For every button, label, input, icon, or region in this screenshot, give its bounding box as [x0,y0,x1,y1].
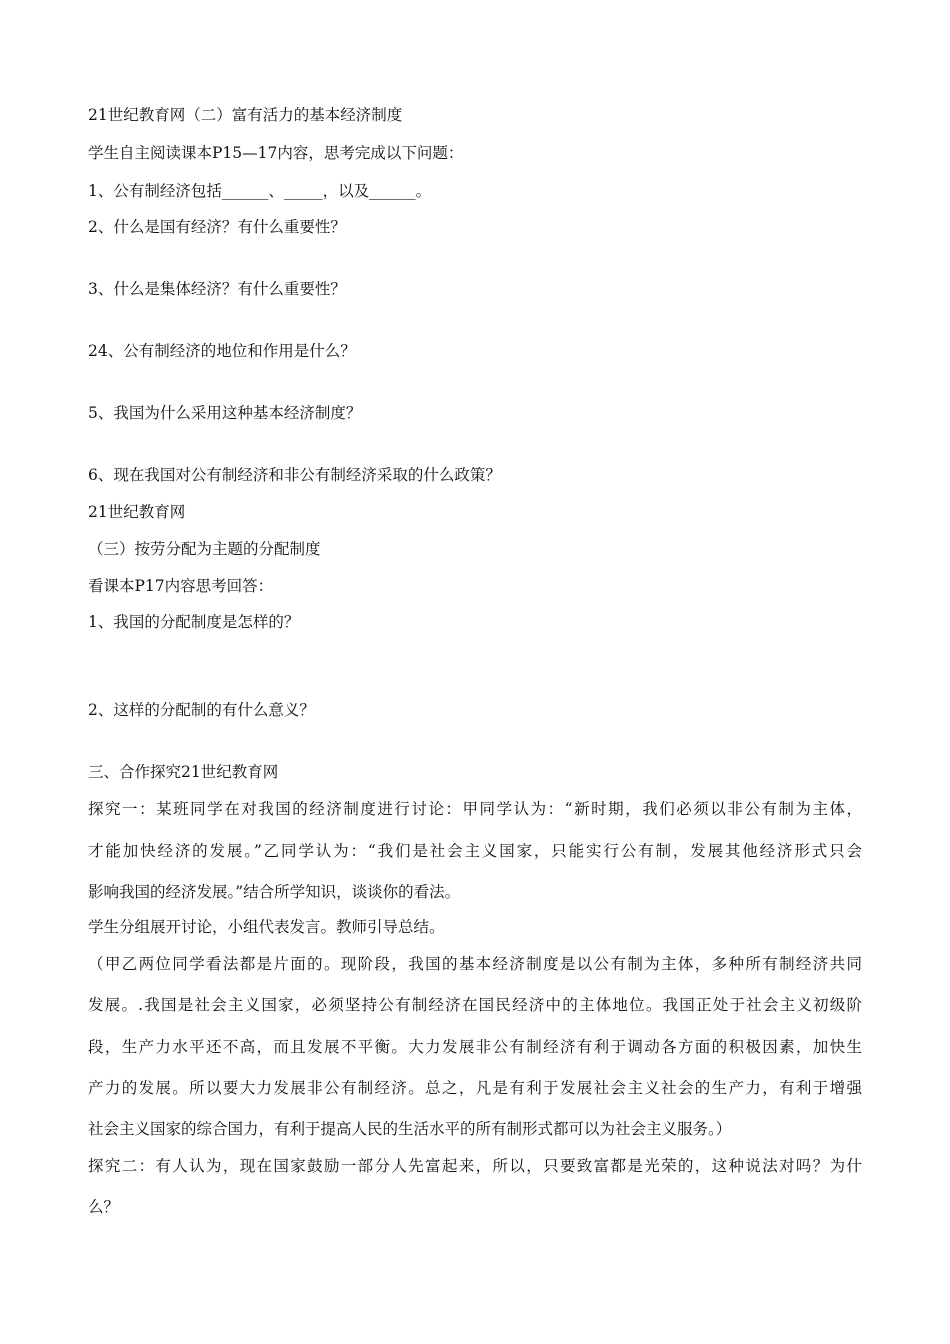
answer-line-4: 产力的发展。所以要大力发展非公有制经济。总之，凡是有利于发展社会主义社会的生产力，有利于增强 [88,1079,862,1097]
question-3-2: 2、这样的分配制的有什么意义？ [88,701,315,719]
answer-line-5: 社会主义国家的综合国力，有利于提高人民的生活水平的所有制形式都可以为社会主义服务。） [88,1120,732,1138]
site-label: 21世纪教育网 [88,503,186,521]
question-2-5: 5、我国为什么采用这种基本经济制度？ [88,404,362,422]
part3-title: 三、合作探究21世纪教育网 [88,763,279,781]
section2-title: 21世纪教育网（二）富有活力的基本经济制度 [88,106,403,124]
answer-line-1: （甲乙两位同学看法都是片面的。现阶段，我国的基本经济制度是以公有制为主体，多种所有制经济共同 [88,955,862,973]
section2-instruction: 学生自主阅读课本P15—17内容，思考完成以下问题： [88,144,464,162]
explore1-step: 学生分组展开讨论，小组代表发言。教师引导总结。 [88,918,445,936]
section3-instruction: 看课本P17内容思考回答： [88,577,274,595]
explore1-line-3: 影响我国的经济发展。”结合所学知识，谈谈你的看法。 [88,883,461,901]
question-2-6: 6、现在我国对公有制经济和非公有制经济采取的什么政策？ [88,466,501,484]
explore1-line-2: 才能加快经济的发展。”乙同学认为：“我们是社会主义国家，只能实行公有制，发展其他经济形式只会 [88,842,862,860]
explore1-line-1: 探究一：某班同学在对我国的经济制度进行讨论：甲同学认为：“新时期，我们必须以非公有制为主体， [88,800,862,818]
question-2-2: 2、什么是国有经济？有什么重要性？ [88,218,346,236]
explore2-line-1: 探究二：有人认为，现在国家鼓励一部分人先富起来，所以，只要致富都是光荣的，这种说法对吗？为什 [88,1157,862,1175]
question-2-1: 1、公有制经济包括______、_____，以及______。 [88,182,432,200]
question-3-1: 1、我国的分配制度是怎样的？ [88,613,300,631]
question-2-3: 3、什么是集体经济？有什么重要性？ [88,280,346,298]
question-2-4: 24、公有制经济的地位和作用是什么？ [88,342,356,360]
section3-title: （三）按劳分配为主题的分配制度 [88,540,321,558]
explore2-line-2: 么？ [88,1198,120,1216]
answer-line-3: 段，生产力水平还不高，而且发展不平衡。大力发展非公有制经济有利于调动各方面的积极因素，加快生 [88,1038,862,1056]
answer-line-2: 发展。.我国是社会主义国家，必须坚持公有制经济在国民经济中的主体地位。我国正处于社会主义初级阶 [88,996,862,1014]
